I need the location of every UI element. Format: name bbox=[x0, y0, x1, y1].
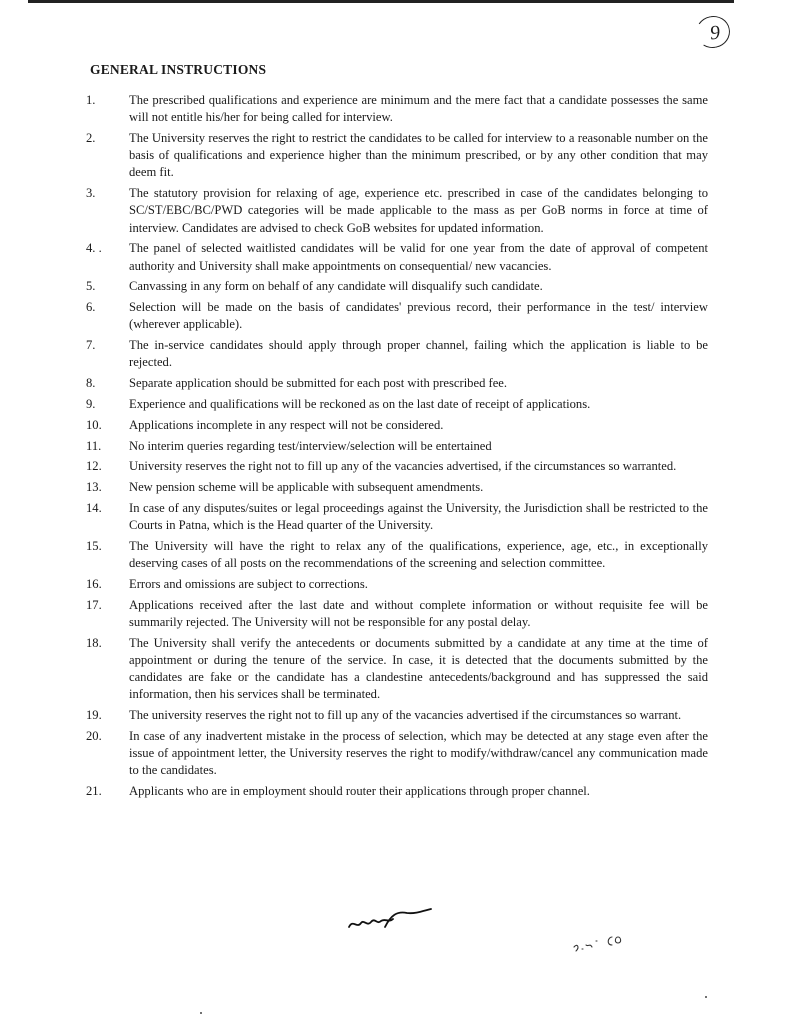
instruction-text: Applicants who are in employment should router their applications through proper channel. bbox=[129, 784, 590, 799]
instruction-item bbox=[86, 417, 708, 434]
instruction-item bbox=[86, 635, 708, 704]
instruction-item bbox=[86, 458, 708, 475]
instruction-text: The University will have the right to relax any of the qualifications, experience, age, etc., in exceptionally deserving cases of all posts on the recommendations of the screening and selection committee. bbox=[129, 538, 708, 571]
instruction-text: In case of any disputes/suites or legal proceedings against the University, the Jurisdiction shall be restricted to the Courts in Patna, which is the Head quarter of the University. bbox=[129, 500, 708, 533]
instruction-item bbox=[86, 500, 708, 534]
instruction-item bbox=[86, 597, 708, 631]
scan-speck bbox=[200, 1012, 202, 1014]
instruction-number: 4. . bbox=[86, 241, 102, 256]
instruction-item bbox=[86, 576, 708, 593]
instruction-number: 8. bbox=[86, 376, 96, 391]
scan-speck bbox=[705, 996, 707, 998]
instruction-item bbox=[86, 278, 708, 295]
handwritten-initials bbox=[568, 925, 638, 955]
instruction-number: 6. bbox=[86, 300, 96, 315]
instruction-text: Applications received after the last date and without complete information or without requisite fee will be summarily rejected. The University will not be responsible for any postal delay. bbox=[129, 597, 708, 629]
instruction-text: Canvassing in any form on behalf of any candidate will disqualify such candidate. bbox=[129, 279, 543, 294]
instruction-number: 2. bbox=[86, 131, 96, 145]
instruction-number: 19. bbox=[86, 708, 102, 723]
instruction-text: Separate application should be submitted for each post with prescribed fee. bbox=[129, 376, 508, 391]
instruction-item bbox=[86, 783, 708, 800]
instruction-text: The university reserves the right not to fill up any of the vacancies advertised if the circumstances so warrant. bbox=[129, 708, 682, 723]
instruction-item bbox=[86, 299, 708, 333]
instruction-item bbox=[86, 375, 708, 392]
instruction-item bbox=[86, 337, 708, 371]
instruction-number: 18. bbox=[86, 635, 102, 650]
instruction-number: 10. bbox=[86, 417, 102, 432]
instruction-text: In case of any inadvertent mistake in the process of selection, which may be detected at any stage even after the issue of appointment letter, the University reserves the right to modify/withdraw/cancel any communication made to the candidates. bbox=[129, 728, 708, 778]
signature bbox=[345, 905, 435, 935]
instruction-number: 13. bbox=[86, 480, 102, 495]
instruction-text: Errors and omissions are subject to corrections. bbox=[129, 576, 368, 591]
instruction-item bbox=[86, 479, 708, 496]
instruction-text: The prescribed qualifications and experience are minimum and the mere fact that a candidate possesses the same will not entitle his/her for being called for interview. bbox=[129, 93, 708, 125]
instruction-number: 21. bbox=[86, 784, 102, 799]
instruction-number: 20. bbox=[86, 728, 102, 743]
instruction-number: 3. bbox=[86, 186, 96, 201]
instruction-text: The in-service candidates should apply through proper channel, failing which the application is liable to be rejected. bbox=[129, 338, 708, 370]
instruction-number: 17. bbox=[86, 597, 102, 612]
instruction-text: No interim queries regarding test/interview/selection will be entertained bbox=[129, 438, 492, 453]
instruction-item bbox=[86, 240, 708, 274]
instruction-text: The University reserves the right to restrict the candidates to be called for interview to a reasonable number on the basis of qualifications and experience higher than the minimum prescribed, or by any other condition that may deem fit. bbox=[129, 131, 708, 180]
instruction-number: 9. bbox=[86, 397, 96, 411]
instruction-number: 16. bbox=[86, 576, 102, 591]
instruction-text: Applications incomplete in any respect will not be considered. bbox=[129, 417, 444, 432]
instruction-text: The University shall verify the antecedents or documents submitted by a candidate at any time at the time of appointment or during the tenure of the service. In case, it is detected that the documents submitted by the candidates are fake or the candidate has a clandestine antecedents/background and has suppressed the said information, then his services shall be terminated. bbox=[129, 635, 708, 702]
page-heading: GENERAL INSTRUCTIONS bbox=[90, 62, 267, 77]
instruction-number: 12. bbox=[86, 459, 102, 474]
instruction-item bbox=[86, 538, 708, 572]
instruction-list bbox=[86, 92, 708, 804]
instruction-item bbox=[86, 707, 708, 724]
instruction-text: University reserves the right not to fill up any of the vacancies advertised, if the circumstances so warranted. bbox=[129, 459, 677, 474]
instruction-number: 5. bbox=[86, 279, 96, 294]
instruction-number: 1. bbox=[86, 93, 96, 107]
instruction-item bbox=[86, 185, 708, 237]
page-number: 9 bbox=[708, 21, 722, 45]
instruction-text: Experience and qualifications will be reckoned as on the last date of receipt of applications. bbox=[129, 397, 591, 411]
instruction-number: 7. bbox=[86, 338, 96, 353]
instruction-item bbox=[86, 438, 708, 455]
instruction-number: 11. bbox=[86, 438, 102, 453]
instruction-text: The panel of selected waitlisted candidates will be valid for one year from the date of approval of competent authority and University shall make appointments on consequential/ new vacancies. bbox=[129, 241, 708, 273]
instruction-number: 14. bbox=[86, 500, 102, 515]
instruction-item bbox=[86, 728, 708, 780]
instruction-item bbox=[86, 396, 708, 413]
instruction-number: 15. bbox=[86, 538, 102, 553]
instruction-item bbox=[86, 92, 708, 126]
instruction-item bbox=[86, 130, 708, 182]
instruction-text: New pension scheme will be applicable with subsequent amendments. bbox=[129, 480, 484, 495]
instruction-text: The statutory provision for relaxing of age, experience etc. prescribed in case of the candidates belonging to SC/ST/EBC/BC/PWD categories will be made applicable to the mass as per GoB norms in force at time of interview. Candidates are advised to check GoB websites for updated information. bbox=[129, 186, 708, 235]
instruction-text: Selection will be made on the basis of candidates' previous record, their performance in the test/ interview (wherever applicable). bbox=[129, 300, 708, 332]
top-rule bbox=[28, 0, 734, 3]
